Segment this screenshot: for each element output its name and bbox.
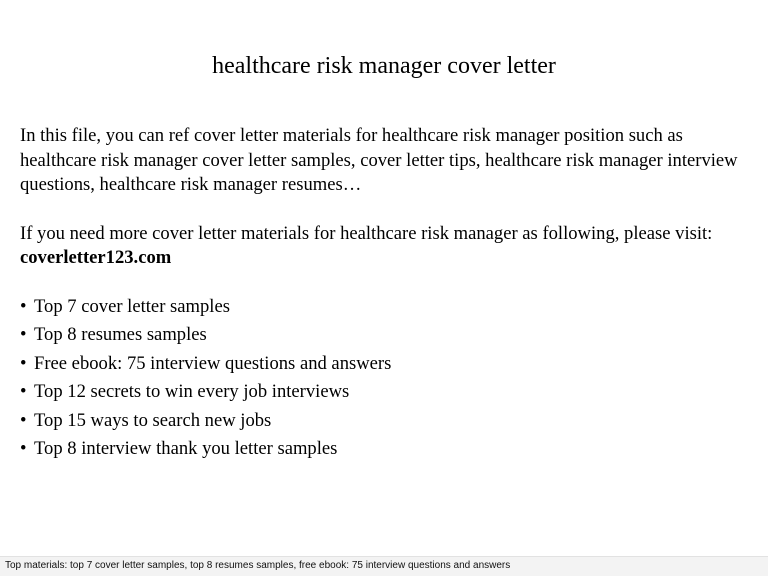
website-link[interactable]: coverletter123.com bbox=[20, 247, 172, 268]
intro-paragraph: In this file, you can ref cover letter materials for healthcare risk manager position such as healthcare risk manager cover letter samples, cover letter tips, healthcare risk manager interview questions, healthcare risk manager resumes… bbox=[20, 125, 738, 195]
list-item bbox=[20, 378, 750, 407]
footer-text: Top materials: top 7 cover letter samples, top 8 resumes samples, free ebook: 75 interview questions and answers bbox=[5, 560, 511, 571]
list-item bbox=[20, 293, 750, 322]
list-item-text: Top 8 interview thank you letter samples bbox=[34, 438, 338, 459]
materials-list bbox=[20, 293, 750, 464]
list-item-text: Top 8 resumes samples bbox=[34, 324, 207, 345]
list-item-text: Top 12 secrets to win every job interviews bbox=[34, 381, 350, 402]
bullet-icon: • bbox=[20, 352, 27, 374]
bullet-icon: • bbox=[20, 324, 27, 345]
slide-title: healthcare risk manager cover letter bbox=[212, 53, 556, 79]
list-item bbox=[20, 407, 750, 436]
list-item-text: Top 15 ways to search new jobs bbox=[34, 409, 272, 431]
footer-bar bbox=[0, 556, 768, 576]
bullet-icon: • bbox=[20, 295, 27, 317]
visit-paragraph bbox=[20, 222, 750, 271]
visit-text: If you need more cover letter materials for healthcare risk manager as following, please visit: bbox=[20, 222, 713, 244]
bullet-icon: • bbox=[20, 438, 27, 459]
slide-content bbox=[20, 124, 750, 464]
list-item-text: Top 7 cover letter samples bbox=[34, 295, 230, 317]
list-item bbox=[20, 435, 750, 464]
list-item-text: Free ebook: 75 interview questions and answers bbox=[34, 352, 392, 374]
list-item bbox=[20, 350, 750, 379]
bullet-icon: • bbox=[20, 409, 27, 431]
list-item bbox=[20, 321, 750, 350]
bullet-icon: • bbox=[20, 381, 27, 402]
